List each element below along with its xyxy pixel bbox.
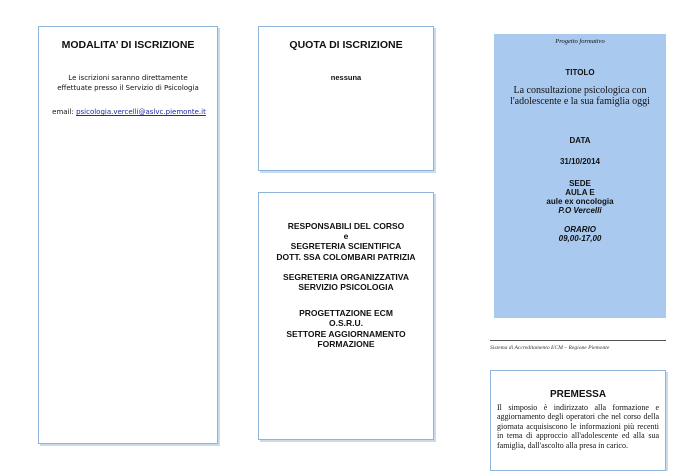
project-label: Progetto formativo xyxy=(555,38,605,45)
email-label: email: xyxy=(52,108,74,116)
date-label: DATA xyxy=(569,136,591,145)
title-label: TITOLO xyxy=(565,68,595,77)
fee-title: QUOTA DI ISCRIZIONE xyxy=(289,39,403,51)
course-managers: RESPONSABILI DEL CORSO xyxy=(287,221,405,231)
email-link[interactable]: psicologia.vercelli@aslvc.piemonte.it xyxy=(76,108,206,116)
venue-rooms: aule ex oncologia xyxy=(546,197,614,206)
scientific-secretariat: SEGRETERIA SCIENTIFICA xyxy=(290,241,402,252)
introduction-panel xyxy=(490,370,666,471)
registration-line-2: effettuate presso il Servizio di Psicologia xyxy=(57,84,199,93)
introduction-body: Il simposio è indirizzato alla formazione e aggiornamento degli operatori che nel corso della giornata acquisiscono le informazioni più recenti in tema di approccio all'adolescente ed alla sua famiglia, dall'ascolto alla presa in carico. xyxy=(497,403,659,450)
fee-panel xyxy=(258,26,434,171)
accreditation-footer: Sistema di Accreditamento ECM – Regione Piemonte xyxy=(490,345,610,351)
introduction-title: PREMESSA xyxy=(549,389,607,400)
venue-label: SEDE xyxy=(569,179,591,188)
ecm-training: FORMAZIONE xyxy=(317,338,375,349)
course-time: 09,00-17,00 xyxy=(558,234,602,243)
registration-panel xyxy=(38,26,218,444)
footer-divider xyxy=(490,340,666,341)
venue-room: AULA E xyxy=(565,188,595,197)
venue-place: P.O Vercelli xyxy=(558,206,602,215)
ecm-osru: O.S.R.U. xyxy=(328,318,363,329)
fee-value: nessuna xyxy=(330,73,362,82)
ecm-sector: SETTORE AGGIORNAMENTO xyxy=(286,328,406,339)
conjunction: e xyxy=(343,231,349,242)
registration-title: MODALITA’ DI ISCRIZIONE xyxy=(61,39,195,51)
organizers-panel xyxy=(258,192,434,440)
course-date: 31/10/2014 xyxy=(559,157,601,166)
organizational-secretariat: SEGRETERIA ORGANIZZATIVA xyxy=(283,271,409,282)
registration-line-1: Le iscrizioni saranno direttamente xyxy=(68,74,188,82)
email-row xyxy=(43,107,215,117)
course-info-panel xyxy=(494,34,666,318)
registration-info xyxy=(43,73,213,93)
time-label: ORARIO xyxy=(564,225,596,234)
organizational-secretariat-name: SERVIZIO PSICOLOGIA xyxy=(298,281,394,292)
course-title: La consultazione psicologica con l'adolescente e la sua famiglia oggi xyxy=(510,85,650,107)
scientific-secretariat-name: DOTT. SSA COLOMBARI PATRIZIA xyxy=(276,251,416,262)
ecm-design: PROGETTAZIONE ECM xyxy=(299,308,393,319)
